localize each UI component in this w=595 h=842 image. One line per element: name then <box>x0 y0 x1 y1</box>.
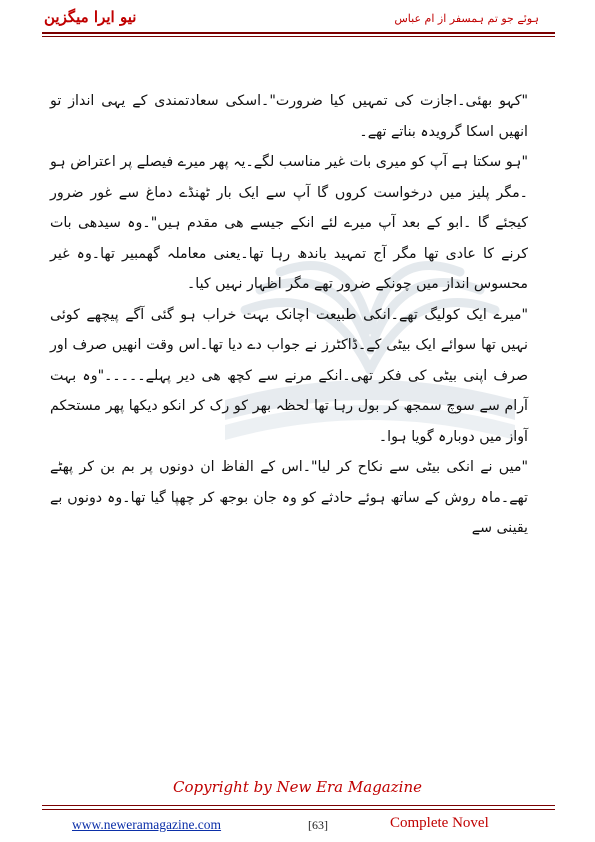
copyright-notice: Copyright by New Era Magazine <box>173 778 422 796</box>
complete-novel-label: Complete Novel <box>390 815 489 831</box>
paragraph: "کہو بھئی۔اجازت کی تمہیں کیا ضرورت"۔اسکی سعادتمندی کے یہی انداز تو انھیں اسکا گرویدہ بناتے تھے۔ <box>50 93 528 140</box>
footer-divider-thin <box>42 809 555 810</box>
header-divider <box>42 32 555 34</box>
footer-divider <box>42 805 555 806</box>
novel-body <box>50 86 528 544</box>
paragraph: "ہو سکتا ہے آپ کو میری بات غیر مناسب لگے۔یہ پھر میرے فیصلے پر اعتراض ہو ۔مگر پلیز میں درخواست کروں گا آپ سے ایک بار ٹھنڈے دماغ سے غور ضرور کیجئے گا ۔ابو کے بعد آپ میرے لئے انکے جیسے ھی مقدم ہیں"۔وہ سیدھی بات کرنے کا عادی تھا مگر آج تمہید باندھ رہا تھا۔یعنی معاملہ گھمبیر تھا۔وہ غیر محسوس انداز میں چونکے ضرور تھے مگر اظہار نہیں کیا۔ <box>50 154 528 292</box>
novel-title: ہوئے جو تم ہمسفر از ام عباس <box>394 12 539 25</box>
paragraph: "میں نے انکی بیٹی سے نکاح کر لیا"۔اس کے الفاظ ان دونوں پر بم بن کر پھٹے تھے۔ماہ روش کے ساتھ ہوئے حادثے کو وہ جان بوجھ کر چھپا گیا تھا۔وہ دونوں بے یقینی سے <box>50 459 528 536</box>
paragraph: "میرے ایک کولیگ تھے۔انکی طبیعت اچانک بہت خراب ہو گئی آگے پیچھے کوئی نہیں تھا سوائے ایک بیٹی کے۔ڈاکٹرز نے جواب دے دیا تھا۔اس وقت انھیں صرف اور صرف اپنی بیٹی کی فکر تھی۔انکے مرنے سے کچھ ھی دیر پہلے۔۔۔۔۔"وہ بہت آرام سے سوچ سمجھ کر بول رہا تھا لحظہ بھر کو رک کر انکو دیکھا پھر مستحکم آواز میں دوبارہ گویا ہوا۔ <box>50 306 528 445</box>
website-link[interactable]: www.neweramagazine.com <box>72 817 222 832</box>
page-number: [63] <box>308 818 328 832</box>
magazine-title: نیو ایرا میگزین <box>44 8 137 26</box>
header-divider-thin <box>42 36 555 37</box>
